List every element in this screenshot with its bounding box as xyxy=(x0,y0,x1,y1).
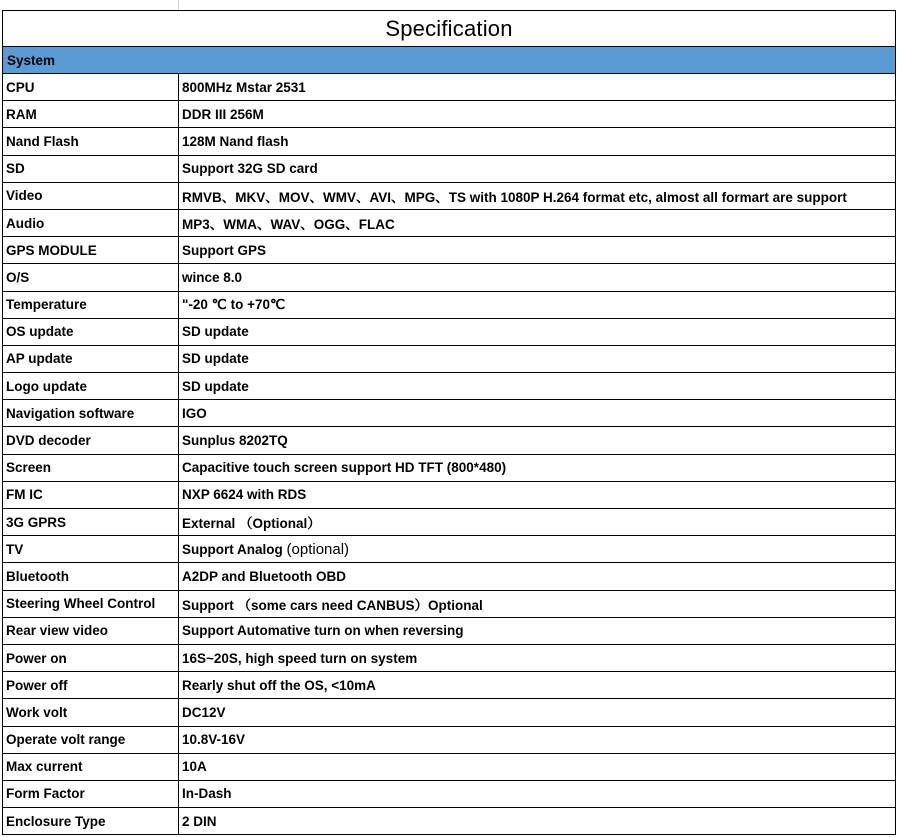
spec-value-text: 10A xyxy=(182,759,207,775)
spec-label: FM IC xyxy=(3,481,179,508)
spec-value-text: Capacitive touch screen support HD TFT (800*480) xyxy=(182,460,507,476)
spec-label: Steering Wheel Control xyxy=(3,590,179,617)
spec-value xyxy=(179,726,896,753)
spec-label: RAM xyxy=(3,101,179,128)
spec-value-text: IGO xyxy=(182,405,207,421)
spec-label: Operate volt range xyxy=(3,726,179,753)
table-row xyxy=(3,454,896,481)
spec-value xyxy=(179,672,896,699)
spec-value-text: Sunplus 8202TQ xyxy=(182,433,288,449)
spec-value xyxy=(179,644,896,671)
spec-value-text: Support （some cars need CANBUS）Optional xyxy=(182,597,483,613)
spec-value-text: 800MHz Mstar 2531 xyxy=(182,79,306,95)
spec-value-text: SD update xyxy=(182,378,249,394)
spec-value xyxy=(179,536,896,563)
table-row xyxy=(3,101,896,128)
spec-label: Form Factor xyxy=(3,780,179,807)
spec-label: DVD decoder xyxy=(3,427,179,454)
table-row xyxy=(3,291,896,318)
spec-label: GPS MODULE xyxy=(3,237,179,264)
spec-value xyxy=(179,617,896,644)
spec-value xyxy=(179,454,896,481)
spec-label: CPU xyxy=(3,74,179,101)
spec-value xyxy=(179,291,896,318)
spec-value-text: SD update xyxy=(182,351,249,367)
spec-label: Max current xyxy=(3,753,179,780)
spec-value xyxy=(179,74,896,101)
spec-value xyxy=(179,481,896,508)
spec-value xyxy=(179,128,896,155)
top-strip xyxy=(0,0,900,10)
table-row xyxy=(3,617,896,644)
spec-label: Screen xyxy=(3,454,179,481)
spec-label: Audio xyxy=(3,209,179,236)
table-row xyxy=(3,264,896,291)
spec-value xyxy=(179,699,896,726)
spec-value xyxy=(179,264,896,291)
table-row xyxy=(3,237,896,264)
spec-value xyxy=(179,209,896,236)
table-row xyxy=(3,182,896,209)
spec-value xyxy=(179,509,896,536)
spec-label: SD xyxy=(3,155,179,182)
table-row xyxy=(3,427,896,454)
spec-value xyxy=(179,345,896,372)
spec-value-text: MP3、WMA、WAV、OGG、FLAC xyxy=(182,217,395,233)
spec-label: Power on xyxy=(3,644,179,671)
table-row xyxy=(3,318,896,345)
section-header: System xyxy=(2,46,896,73)
spec-table xyxy=(2,73,896,835)
table-row xyxy=(3,155,896,182)
spec-label: OS update xyxy=(3,318,179,345)
spec-value-text: SD update xyxy=(182,324,249,340)
table-row xyxy=(3,509,896,536)
spec-value-text: Support Automative turn on when reversing xyxy=(182,623,464,639)
spec-value xyxy=(179,155,896,182)
spec-value xyxy=(179,101,896,128)
table-row xyxy=(3,563,896,590)
spec-label: Navigation software xyxy=(3,400,179,427)
table-row xyxy=(3,753,896,780)
spec-label: Logo update xyxy=(3,373,179,400)
table-row xyxy=(3,699,896,726)
table-row xyxy=(3,345,896,372)
spec-value-text: External （Optional） xyxy=(182,516,321,532)
spec-value-text: DDR III 256M xyxy=(182,106,264,122)
spec-label: Power off xyxy=(3,672,179,699)
spec-label: Enclosure Type xyxy=(3,808,179,835)
spec-label: Bluetooth xyxy=(3,563,179,590)
spec-label: AP update xyxy=(3,345,179,372)
table-row xyxy=(3,209,896,236)
spec-label: O/S xyxy=(3,264,179,291)
page-title: Specification xyxy=(2,10,896,46)
column-divider-mark xyxy=(178,0,179,10)
spec-value-text: DC12V xyxy=(182,704,226,720)
spec-label: 3G GPRS xyxy=(3,509,179,536)
spec-value-text: 2 DIN xyxy=(182,813,217,829)
spec-value-text: 16S~20S, high speed turn on system xyxy=(182,650,418,666)
spec-value-text: Support GPS xyxy=(182,242,266,258)
spec-value-text: RMVB、MKV、MOV、WMV、AVI、MPG、TS with 1080P H.264 format etc, almost all formart are support xyxy=(182,189,847,205)
spec-label: Rear view video xyxy=(3,617,179,644)
spec-value xyxy=(179,590,896,617)
spec-value-text: Support Analog xyxy=(182,541,283,557)
spec-value-text: wince 8.0 xyxy=(182,269,243,285)
table-row xyxy=(3,672,896,699)
spec-value-note: (optional) xyxy=(286,540,350,558)
spec-value xyxy=(179,753,896,780)
table-row xyxy=(3,74,896,101)
spec-value-text: A2DP and Bluetooth OBD xyxy=(182,568,347,584)
spec-value-text: 128M Nand flash xyxy=(182,133,289,149)
spec-label: Temperature xyxy=(3,291,179,318)
spec-value xyxy=(179,780,896,807)
spec-value-text: Rearly shut off the OS, <10mA xyxy=(182,677,376,693)
spec-value xyxy=(179,427,896,454)
table-row xyxy=(3,780,896,807)
table-row xyxy=(3,808,896,835)
spec-value-text: Support 32G SD card xyxy=(182,161,318,177)
table-row xyxy=(3,481,896,508)
spec-table-body xyxy=(3,74,896,835)
table-row xyxy=(3,536,896,563)
spec-value-text: In-Dash xyxy=(182,786,232,802)
spec-value xyxy=(179,373,896,400)
spec-value xyxy=(179,400,896,427)
spec-value-text: "-20 ℃ to +70℃ xyxy=(182,296,286,312)
spec-value xyxy=(179,237,896,264)
table-row xyxy=(3,400,896,427)
table-row xyxy=(3,644,896,671)
table-row xyxy=(3,373,896,400)
table-row xyxy=(3,590,896,617)
table-row xyxy=(3,128,896,155)
spec-value xyxy=(179,808,896,835)
spec-label: Nand Flash xyxy=(3,128,179,155)
spec-label: Work volt xyxy=(3,699,179,726)
spec-value xyxy=(179,182,896,209)
spec-value-text: 10.8V-16V xyxy=(182,732,246,748)
spec-value-text: NXP 6624 with RDS xyxy=(182,487,307,503)
spec-label: TV xyxy=(3,536,179,563)
spec-value xyxy=(179,318,896,345)
spec-label: Video xyxy=(3,182,179,209)
table-row xyxy=(3,726,896,753)
spec-sheet xyxy=(2,10,896,835)
spec-value xyxy=(179,563,896,590)
